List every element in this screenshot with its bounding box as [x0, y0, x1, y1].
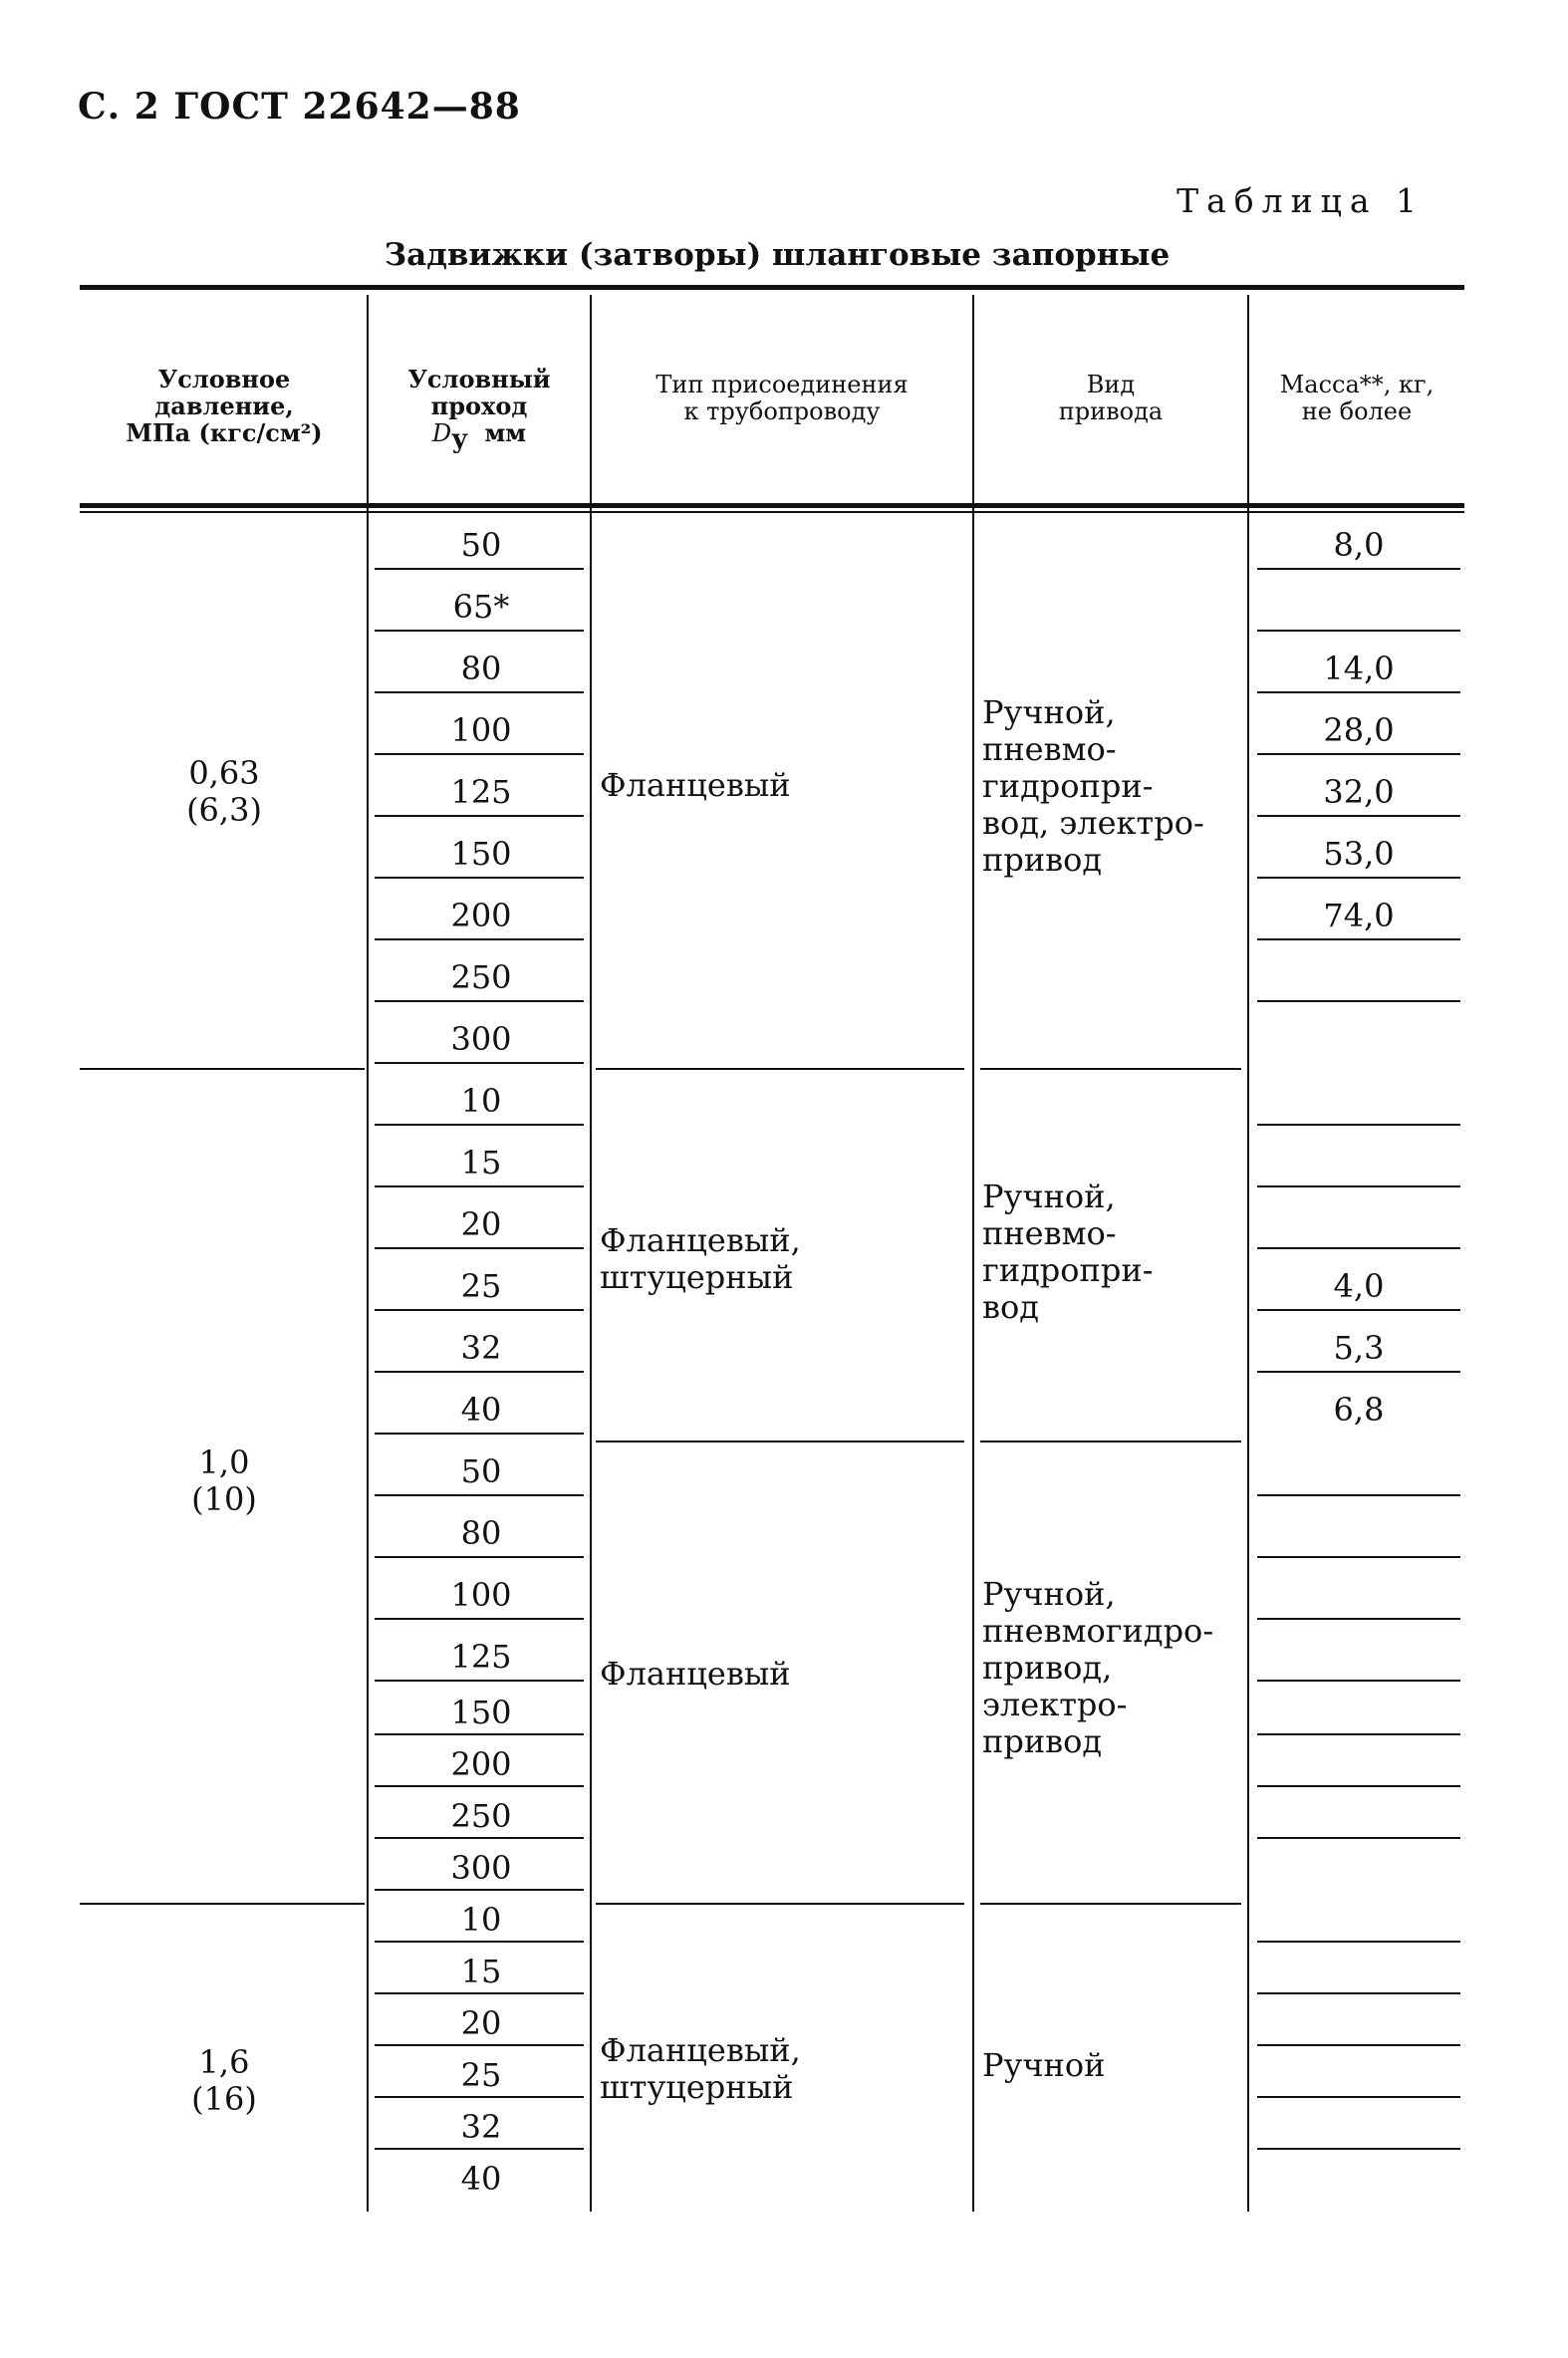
- mass-row-rule: [1257, 1837, 1460, 1839]
- group-separator: [980, 1068, 1241, 1070]
- mass-row-rule: [1257, 877, 1460, 879]
- drive-line: вод: [982, 1288, 1039, 1326]
- header-passage-line: Условный: [407, 365, 551, 393]
- dy-row-rule: [375, 753, 584, 755]
- header-drive: [974, 372, 1247, 425]
- connection-cell: [600, 1656, 791, 1693]
- mass-cell: 8,0: [1333, 526, 1385, 564]
- dy-row-rule: [375, 1733, 584, 1735]
- dy-row-rule: [375, 691, 584, 693]
- dy-row-rule: [375, 1124, 584, 1126]
- pressure-kgf: (16): [191, 2080, 257, 2118]
- drive-line: вод, электро-: [982, 804, 1204, 842]
- dy-cell: 20: [460, 2004, 502, 2042]
- dy-cell: 20: [460, 1205, 502, 1243]
- header-passage: [369, 366, 590, 453]
- dy-cell: 10: [460, 1082, 502, 1120]
- mass-row-rule: [1257, 753, 1460, 755]
- header-mass: [1249, 372, 1464, 425]
- dy-cell: 15: [460, 1144, 502, 1181]
- dy-cell: 100: [450, 1576, 512, 1614]
- header-pressure-line: МПа (кгс/см²): [126, 418, 323, 447]
- drive-line: привод,: [982, 1649, 1113, 1687]
- dy-cell: 100: [450, 711, 512, 749]
- header-connection-line: Тип присоединения: [655, 371, 909, 398]
- drive-line: Ручной: [982, 2046, 1106, 2084]
- dy-row-rule: [375, 1785, 584, 1787]
- mass-cell: 14,0: [1323, 650, 1395, 687]
- connection-cell: [600, 1222, 801, 1296]
- header-passage-line: проход: [430, 392, 528, 420]
- dy-cell: 25: [460, 1267, 502, 1305]
- dy-cell: 300: [450, 1020, 512, 1058]
- dy-cell: 125: [450, 1638, 512, 1676]
- dy-row-rule: [375, 1433, 584, 1435]
- dy-cell: 50: [460, 526, 502, 564]
- dy-cell: 300: [450, 1849, 512, 1887]
- dy-cell: 150: [450, 1694, 512, 1731]
- group-separator: [596, 1441, 964, 1442]
- mass-cell: 28,0: [1323, 711, 1395, 749]
- mass-row-rule: [1257, 1185, 1460, 1187]
- header-connection-line: к трубопроводу: [683, 397, 881, 425]
- dy-row-rule: [375, 938, 584, 940]
- header-passage-unit: мм: [484, 418, 527, 447]
- mass-row-rule: [1257, 630, 1460, 632]
- drive-line: привод: [982, 1722, 1103, 1760]
- mass-row-rule: [1257, 1618, 1460, 1620]
- dy-row-rule: [375, 568, 584, 570]
- dy-cell: 40: [460, 1391, 502, 1429]
- mass-row-rule: [1257, 1733, 1460, 1735]
- header-mass-line: Масса**, кг,: [1279, 371, 1435, 398]
- drive-line: Ручной,: [982, 1178, 1116, 1215]
- dy-row-rule: [375, 1371, 584, 1373]
- mass-cell: 53,0: [1323, 835, 1395, 873]
- mass-cell: 74,0: [1323, 897, 1395, 934]
- dy-cell: 32: [460, 1329, 502, 1367]
- connection-line: Фланцевый,: [600, 2031, 801, 2069]
- group-separator: [980, 1441, 1241, 1442]
- mass-row-rule: [1257, 2044, 1460, 2046]
- dy-cell: 250: [450, 1797, 512, 1835]
- group-separator: [80, 1903, 365, 1905]
- connection-cell: [600, 767, 791, 804]
- mass-cell: 5,3: [1333, 1329, 1385, 1367]
- header-connection: [592, 372, 972, 425]
- passage-subscript: у: [451, 423, 468, 454]
- dy-row-rule: [375, 1247, 584, 1249]
- mass-row-rule: [1257, 1992, 1460, 1994]
- drive-line: гидропри-: [982, 767, 1154, 805]
- dy-row-rule: [375, 1941, 584, 1943]
- dy-row-rule: [375, 630, 584, 632]
- drive-cell: [982, 1576, 1213, 1760]
- drive-line: пневмо-: [982, 1214, 1117, 1252]
- dy-row-rule: [375, 2148, 584, 2150]
- dy-cell: 80: [460, 1514, 502, 1552]
- drive-cell: [982, 694, 1204, 879]
- dy-cell: 25: [460, 2056, 502, 2094]
- dy-row-rule: [375, 877, 584, 879]
- mass-row-rule: [1257, 1000, 1460, 1002]
- mass-row-rule: [1257, 691, 1460, 693]
- mass-row-rule: [1257, 1247, 1460, 1249]
- dy-row-rule: [375, 1556, 584, 1558]
- dy-row-rule: [375, 1889, 584, 1891]
- pressure-value: 1,6: [198, 2043, 250, 2081]
- connection-line: Фланцевый: [600, 766, 791, 804]
- dy-cell: 200: [450, 1745, 512, 1783]
- dy-row-rule: [375, 1837, 584, 1839]
- drive-line: Ручной,: [982, 1575, 1116, 1613]
- dy-cell: 40: [460, 2160, 502, 2198]
- mass-row-rule: [1257, 1556, 1460, 1558]
- header-bottom-rule: [80, 503, 1464, 508]
- mass-row-rule: [1257, 1494, 1460, 1496]
- dy-cell: 32: [460, 2108, 502, 2146]
- mass-row-rule: [1257, 2096, 1460, 2098]
- group-separator: [80, 1068, 365, 1070]
- drive-line: пневмо-: [982, 730, 1117, 768]
- dy-row-rule: [375, 1618, 584, 1620]
- dy-row-rule: [375, 1494, 584, 1496]
- dy-row-rule: [375, 1000, 584, 1002]
- table-title: Задвижки (затворы) шланговые запорные: [384, 237, 1171, 273]
- drive-line: гидропри-: [982, 1251, 1154, 1289]
- mass-cell: 6,8: [1333, 1391, 1385, 1429]
- dy-cell: 50: [460, 1452, 502, 1490]
- drive-cell: [982, 2047, 1105, 2084]
- dy-cell: 10: [460, 1901, 502, 1939]
- connection-line: Фланцевый,: [600, 1221, 801, 1259]
- mass-cell: 32,0: [1323, 773, 1395, 811]
- group-separator: [596, 1068, 964, 1070]
- dy-row-rule: [375, 1062, 584, 1064]
- connection-line: штуцерный: [600, 1258, 794, 1296]
- dy-row-rule: [375, 1680, 584, 1682]
- mass-cell: 4,0: [1333, 1267, 1385, 1305]
- drive-line: электро-: [982, 1686, 1128, 1723]
- mass-row-rule: [1257, 1124, 1460, 1126]
- dy-row-rule: [375, 1992, 584, 1994]
- header-bottom-rule-2: [80, 511, 1464, 513]
- dy-row-rule: [375, 2096, 584, 2098]
- column-divider: [972, 295, 974, 2212]
- drive-line: пневмогидро-: [982, 1612, 1214, 1650]
- mass-row-rule: [1257, 1309, 1460, 1311]
- dy-cell: 125: [450, 773, 512, 811]
- dy-cell: 80: [460, 650, 502, 687]
- pressure-kgf: (6,3): [186, 791, 262, 829]
- dy-cell: 15: [460, 1953, 502, 1990]
- passage-symbol: D: [431, 419, 452, 447]
- dy-cell: 150: [450, 835, 512, 873]
- drive-line: привод: [982, 841, 1103, 879]
- mass-row-rule: [1257, 1941, 1460, 1943]
- header-drive-line: привода: [1058, 397, 1164, 425]
- mass-row-rule: [1257, 568, 1460, 570]
- drive-cell: [982, 1179, 1154, 1326]
- page-header: С. 2 ГОСТ 22642—88: [78, 86, 521, 128]
- group-separator: [980, 1903, 1241, 1905]
- drive-line: Ручной,: [982, 693, 1116, 731]
- pressure-value: 1,0: [198, 1443, 250, 1481]
- dy-row-rule: [375, 1309, 584, 1311]
- column-divider: [367, 295, 369, 2212]
- connection-line: Фланцевый: [600, 1655, 791, 1693]
- pressure-cell: [82, 755, 367, 829]
- mass-row-rule: [1257, 1371, 1460, 1373]
- header-drive-line: Вид: [1086, 371, 1136, 398]
- dy-cell: 250: [450, 958, 512, 996]
- dy-cell: 200: [450, 897, 512, 934]
- pressure-value: 0,63: [188, 754, 260, 792]
- header-passage-line-3: [369, 419, 590, 453]
- dy-cell: 65*: [452, 588, 510, 626]
- mass-row-rule: [1257, 2148, 1460, 2150]
- dy-row-rule: [375, 815, 584, 817]
- pressure-kgf: (10): [191, 1480, 257, 1518]
- connection-line: штуцерный: [600, 2068, 794, 2106]
- header-pressure-line: Условное: [157, 365, 291, 393]
- mass-row-rule: [1257, 815, 1460, 817]
- mass-row-rule: [1257, 1680, 1460, 1682]
- mass-row-rule: [1257, 938, 1460, 940]
- dy-row-rule: [375, 1185, 584, 1187]
- column-divider: [1247, 295, 1249, 2212]
- header-pressure-line: давление,: [154, 392, 294, 420]
- header-mass-line: не более: [1301, 397, 1413, 425]
- dy-row-rule: [375, 2044, 584, 2046]
- table-top-rule: [80, 285, 1464, 290]
- pressure-cell: [82, 1444, 367, 1518]
- pressure-cell: [82, 2044, 367, 2118]
- header-pressure: [82, 366, 367, 446]
- table-label: Таблица 1: [1176, 181, 1425, 220]
- connection-cell: [600, 2032, 801, 2106]
- mass-row-rule: [1257, 1785, 1460, 1787]
- group-separator: [596, 1903, 964, 1905]
